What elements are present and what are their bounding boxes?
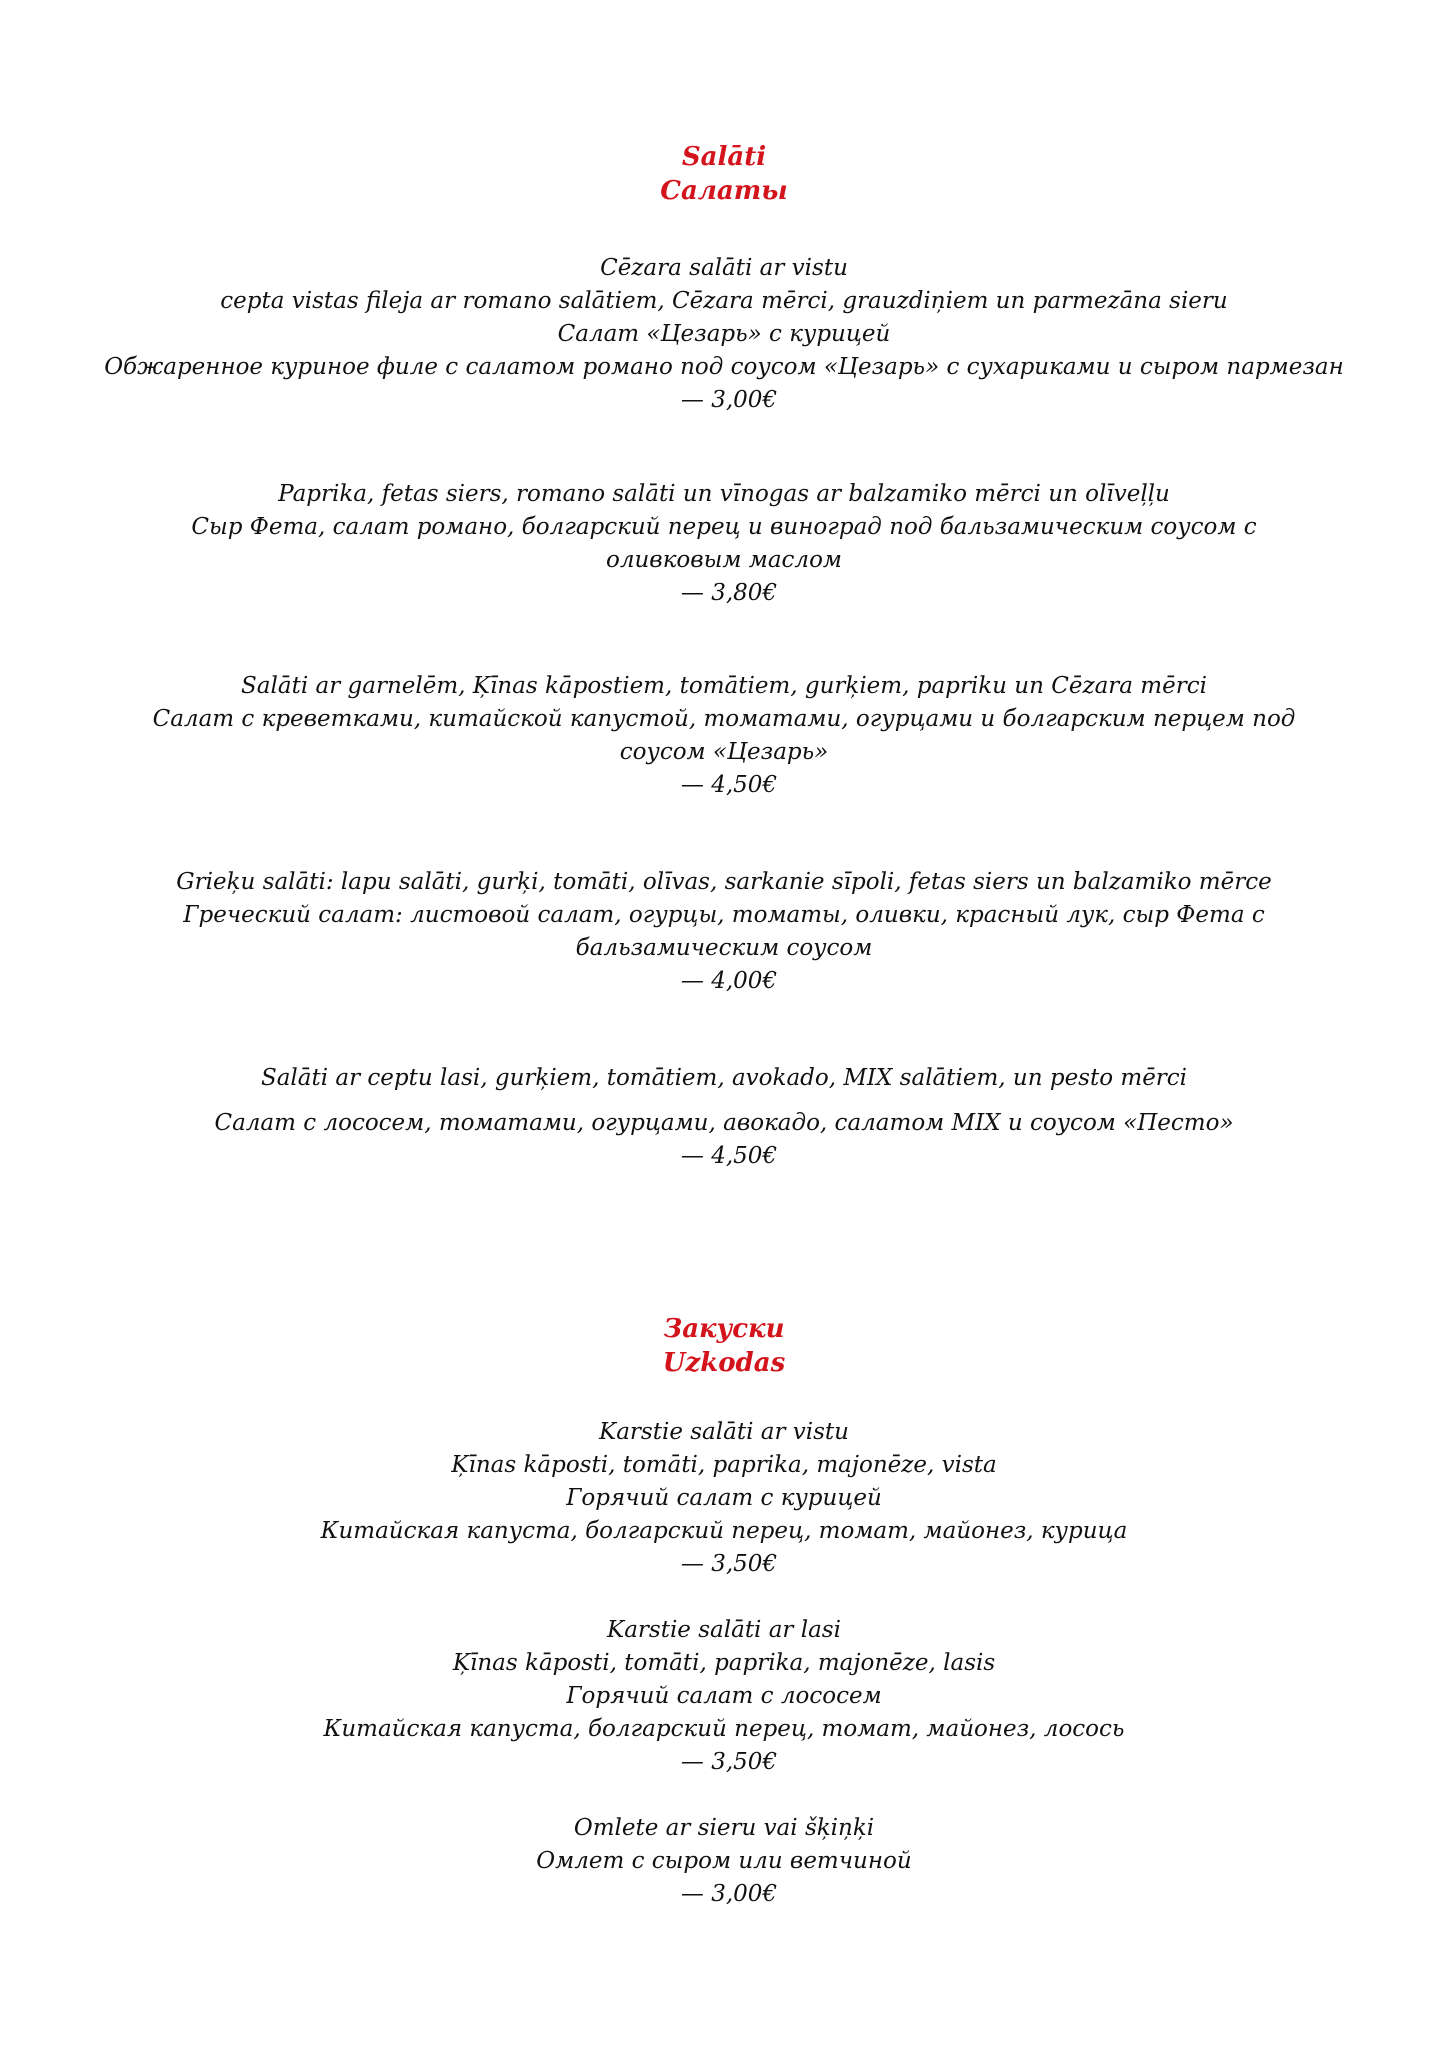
item-desc-ru: Салат с лососем, томатами, огурцами, авокадо, салатом MIX и соусом «Песто»: [214, 1110, 1234, 1136]
item-desc-lv: Ķīnas kāposti, tomāti, paprika, majonēze, lasis: [452, 1650, 996, 1676]
item-name-lv: Karstie salāti ar lasi: [607, 1617, 841, 1643]
item-price: — 3,50€: [680, 1749, 778, 1775]
item-desc-lv: Salāti ar garnelēm, Ķīnas kāpostiem, tomātiem, gurķiem, papriku un Cēzara mērci: [241, 673, 1207, 699]
menu-item-hot-salmon-salad: [0, 1614, 1448, 1779]
menu-item-shrimp-salad: [0, 670, 1448, 802]
item-desc-lv: Paprika, fetas siers, romano salāti un vīnogas ar balzamiko mērci un olīveļļu: [278, 481, 1170, 507]
item-name-lv: Omlete ar sieru vai šķiņķi: [573, 1815, 875, 1841]
item-desc-ru: Китайская капуста, болгарский перец, томат, майонез, лосось: [323, 1716, 1125, 1742]
item-desc-lv: Salāti ar ceptu lasi, gurķiem, tomātiem, avokado, MIX salātiem, un pesto mērci: [260, 1065, 1188, 1091]
item-desc-lv: Grieķu salāti: lapu salāti, gurķi, tomāti, olīvas, sarkanie sīpoli, fetas siers un balzamiko mērce: [176, 869, 1272, 895]
item-desc-ru: Обжаренное куриное филе с салатом романо под соусом «Цезарь» с сухариками и сыром пармезан: [104, 354, 1344, 380]
menu-item-caesar: [0, 252, 1448, 417]
section-title-ru: Салаты: [660, 176, 788, 206]
item-desc-lv: cepta vistas fileja ar romano salātiem, Cēzara mērci, grauzdiņiem un parmezāna sieru: [220, 288, 1228, 314]
item-desc-ru: Греческий салат: листовой салат, огурцы, томаты, оливки, красный лук, сыр Фета с бальзамическим соусом: [183, 902, 1265, 961]
item-name-lv: Karstie salāti ar vistu: [599, 1419, 849, 1445]
item-desc-ru: Сыр Фета, салат романо, болгарский перец и виноград под бальзамическим соусом с оливковым маслом: [191, 514, 1257, 573]
item-name-ru: Салат «Цезарь» с курицей: [557, 321, 891, 347]
item-desc-ru: Салат с креветками, китайской капустой, томатами, огурцами и болгарским перцем под соусом «Цезарь»: [152, 706, 1296, 765]
item-price: — 3,50€: [680, 1551, 778, 1577]
item-price: — 4,50€: [680, 772, 778, 798]
item-price: — 4,50€: [680, 1143, 778, 1169]
item-price: — 3,00€: [680, 387, 778, 413]
salads-header: [0, 140, 1448, 208]
item-desc-lv: Ķīnas kāposti, tomāti, paprika, majonēze, vista: [451, 1452, 997, 1478]
appetizers-header: [0, 1312, 1448, 1380]
item-name-ru: Омлет с сыром или ветчиной: [536, 1848, 912, 1874]
menu-item-feta-salad: [0, 478, 1448, 610]
item-name-ru: Горячий салат с курицей: [566, 1485, 882, 1511]
section-title-lv: Uzkodas: [662, 1348, 786, 1378]
menu-item-omelette: [0, 1812, 1448, 1911]
section-title-lv: Salāti: [681, 142, 767, 172]
menu-item-salmon-salad: [0, 1062, 1448, 1173]
section-title-ru: Закуски: [663, 1314, 785, 1344]
menu-item-hot-chicken-salad: [0, 1416, 1448, 1581]
item-name-lv: Cēzara salāti ar vistu: [600, 255, 848, 281]
item-desc-ru: Китайская капуста, болгарский перец, томат, майонез, курица: [320, 1518, 1128, 1544]
item-price: — 4,00€: [680, 968, 778, 994]
menu-item-greek-salad: [0, 866, 1448, 998]
item-name-ru: Горячий салат с лососем: [566, 1683, 882, 1709]
item-price: — 3,80€: [680, 580, 778, 606]
item-price: — 3,00€: [680, 1881, 778, 1907]
